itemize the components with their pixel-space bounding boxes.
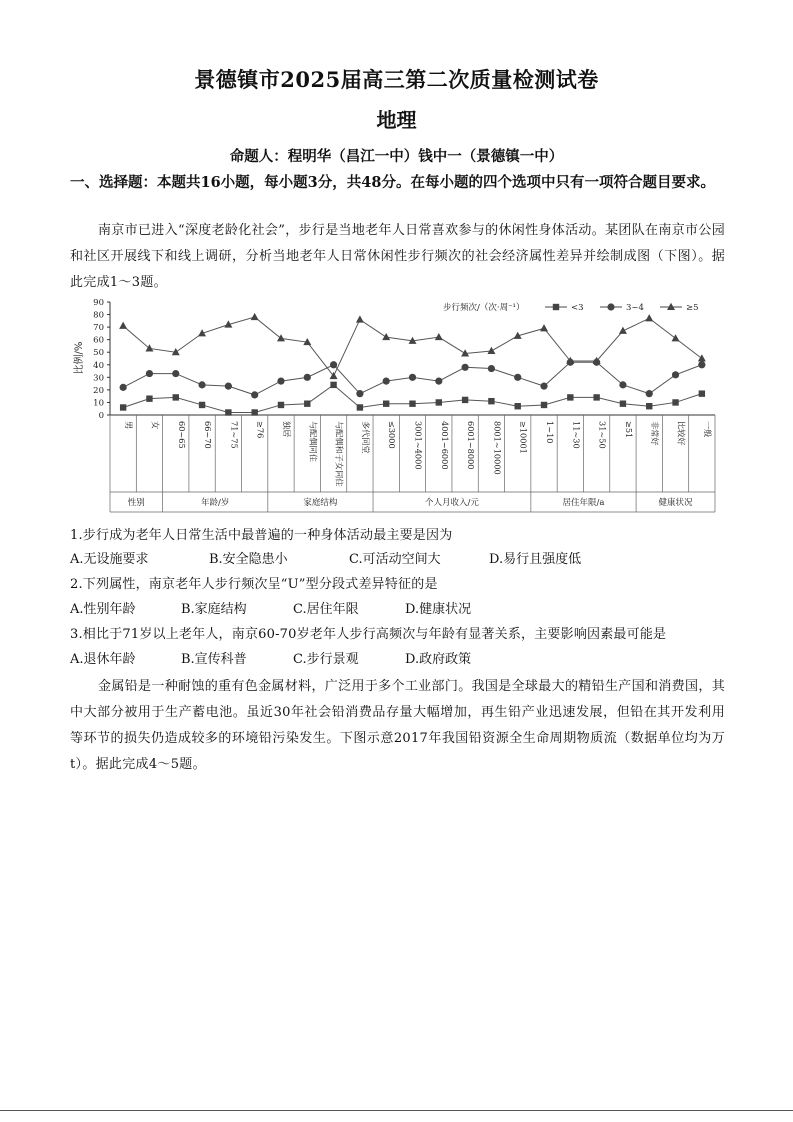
data-point — [619, 381, 626, 388]
y-tick-label: 10 — [93, 398, 104, 409]
x-tick-label: 非常好 — [650, 421, 661, 446]
x-tick-label: ≥51 — [623, 421, 634, 439]
x-tick-label: 66~70 — [203, 421, 214, 449]
x-tick-label: 8001~10000 — [492, 421, 503, 475]
question-2-option-d[interactable]: D.健康状况 — [405, 602, 472, 617]
data-point — [251, 391, 258, 398]
y-tick-label: 60 — [93, 335, 104, 346]
question-1-option-d[interactable]: D.易行且强度低 — [489, 552, 582, 567]
passage-2: 金属铅是一种耐蚀的重有色金属材料，广泛用于多个工业部门。我国是全球最大的精铅生产国和消费国，其中大部分被用于生产蓄电池。虽近30年社会铅消费品存量大幅增加，再生铅产业迅速发展，但铅在其开发利用等环节的损失仍造成较多的环境铅污染发生。下图示意2017年我国铅资源全生命周期物质流（数据单位均为万t）。据此完成4～5题。 — [70, 679, 725, 772]
data-point — [119, 322, 127, 329]
series-line-1 — [123, 385, 702, 413]
legend-marker — [607, 303, 614, 310]
data-point — [120, 404, 126, 410]
data-point — [435, 333, 443, 340]
data-point — [278, 402, 284, 408]
x-tick-label: 女 — [150, 421, 161, 430]
y-tick-label: 30 — [93, 373, 104, 384]
data-point — [146, 370, 153, 377]
question-1-option-b[interactable]: B.安全隐患小 — [209, 552, 288, 567]
y-tick-label: 20 — [93, 385, 104, 396]
x-tick-label: 与配偶和子女同住 — [334, 421, 345, 487]
y-tick-label: 40 — [93, 360, 104, 371]
x-tick-label: 与配偶同住 — [308, 421, 319, 462]
data-point — [304, 374, 311, 381]
data-point — [277, 334, 285, 341]
x-tick-label: 31~50 — [597, 421, 608, 449]
data-point — [567, 394, 573, 400]
group-label: 居住年限/a — [562, 498, 605, 508]
question-3-option-c[interactable]: C.步行景观 — [293, 652, 359, 667]
data-point — [436, 399, 442, 405]
x-tick-label: 比较好 — [676, 421, 687, 446]
question-3-option-b[interactable]: B.宣传科普 — [181, 652, 247, 667]
data-point — [672, 399, 678, 405]
data-point — [540, 383, 547, 390]
data-point — [488, 398, 494, 404]
question-1-options — [70, 550, 750, 570]
y-tick-label: 70 — [93, 323, 104, 334]
data-point — [172, 370, 179, 377]
legend-marker — [553, 304, 559, 310]
data-point — [251, 409, 257, 415]
question-1-option-c[interactable]: C.可活动空间大 — [349, 552, 441, 567]
question-3-stem: 3.相比于71岁以上老年人，南京60-70岁老年人步行高频次与年龄有显著关系，主要影响因素最可能是 — [70, 627, 667, 642]
question-3-options — [70, 650, 750, 670]
y-tick-label: 0 — [98, 411, 104, 421]
x-tick-label: 1~10 — [545, 421, 556, 444]
y-tick-label: 50 — [93, 348, 104, 359]
passage-1: 南京市已进入“深度老龄化社会”，步行是当地老年人日常喜欢参与的休闲性身体活动。某团队在南京市公园和社区开展线下和线上调研，分析当地老年人日常休闲性步行频次的社会经济属性差异并绘制成图（下图）。据此完成1～3题。 — [70, 223, 725, 290]
x-tick-label: 男 — [124, 421, 135, 430]
data-point — [619, 327, 627, 334]
x-tick-label: ≤3000 — [387, 421, 398, 449]
question-2-option-b[interactable]: B.家庭结构 — [181, 602, 247, 617]
data-point — [698, 361, 705, 368]
data-point — [199, 402, 205, 408]
question-1-option-a[interactable]: A.无设施要求 — [70, 552, 149, 567]
data-point — [146, 395, 152, 401]
data-point — [225, 409, 231, 415]
x-tick-label: 多代同堂 — [360, 421, 371, 454]
question-1-stem: 1.步行成为老年人日常生活中最普遍的一种身体活动最主要是因为 — [70, 528, 453, 543]
data-point — [304, 401, 310, 407]
question-2-option-c[interactable]: C.居住年限 — [293, 602, 359, 617]
x-tick-label: 4001~6000 — [439, 421, 450, 470]
x-tick-label: 一般 — [702, 421, 713, 438]
data-point — [382, 333, 390, 340]
data-point — [356, 390, 363, 397]
data-point — [462, 397, 468, 403]
data-point — [383, 401, 389, 407]
y-tick-label: 80 — [93, 310, 104, 321]
group-label: 健康状况 — [658, 498, 693, 508]
group-label: 性别 — [127, 498, 145, 508]
data-point — [541, 402, 547, 408]
x-tick-label: 60~65 — [176, 421, 187, 449]
data-point — [487, 347, 495, 354]
data-point — [514, 374, 521, 381]
group-label: 家庭结构 — [303, 498, 338, 508]
x-tick-label: 3001~4000 — [413, 421, 424, 470]
question-3-option-d[interactable]: D.政府政策 — [405, 652, 472, 667]
data-point — [383, 378, 390, 385]
group-label: 个人月收入/元 — [425, 498, 479, 508]
data-point — [357, 404, 363, 410]
walking-frequency-chart — [70, 296, 720, 518]
question-2-stem: 2.下列属性，南京老年人步行频次呈“U”型分段式差异特征的是 — [70, 577, 438, 592]
legend-marker — [667, 303, 675, 310]
chart-x-labels — [124, 421, 713, 487]
data-point — [120, 384, 127, 391]
series-line-3 — [123, 317, 702, 376]
data-point — [672, 371, 679, 378]
chart-legend — [443, 302, 699, 313]
legend-label: <3 — [571, 303, 584, 313]
data-point — [251, 313, 259, 320]
data-point — [409, 374, 416, 381]
data-point — [488, 365, 495, 372]
legend-label: ≥5 — [686, 303, 699, 313]
question-3-option-a[interactable]: A.退休年龄 — [70, 652, 136, 667]
data-point — [540, 324, 548, 331]
y-axis-label: 比例/% — [74, 341, 85, 375]
x-tick-label: 11~30 — [571, 421, 582, 449]
data-point — [225, 383, 232, 390]
data-point — [198, 381, 205, 388]
authors-line: 命题人：程明华（昌江一中）钱中一（景德镇一中） — [229, 148, 564, 165]
x-tick-label: 6001~8000 — [466, 421, 477, 470]
chart-plot — [119, 313, 706, 416]
group-label: 年龄/岁 — [201, 498, 230, 508]
data-point — [699, 390, 705, 396]
section-heading: 一、选择题：本题共16小题，每小题3分，共48分。在每小题的四个选项中只有一项符合题目要求。 — [70, 174, 715, 191]
x-tick-label: ≥10001 — [518, 421, 529, 454]
data-point — [277, 378, 284, 385]
data-point — [646, 403, 652, 409]
x-tick-label: ≥76 — [255, 421, 266, 439]
footer-divider — [0, 1110, 793, 1111]
data-point — [330, 382, 336, 388]
data-point — [409, 401, 415, 407]
data-point — [145, 344, 153, 351]
data-point — [620, 401, 626, 407]
data-point — [330, 361, 337, 368]
data-point — [646, 390, 653, 397]
y-tick-label: 90 — [93, 298, 104, 308]
legend-label: 3~4 — [626, 303, 644, 313]
data-point — [173, 394, 179, 400]
legend-title: 步行频次/（次·周⁻¹） — [443, 303, 525, 313]
question-2-option-a[interactable]: A.性别年龄 — [70, 602, 136, 617]
data-point — [593, 394, 599, 400]
data-point — [435, 378, 442, 385]
data-point — [356, 315, 364, 322]
x-tick-label: 独居 — [281, 421, 292, 438]
subject-title: 地理 — [376, 108, 417, 132]
question-2-options — [70, 600, 750, 620]
data-point — [515, 403, 521, 409]
exam-title: 景德镇市2025届高三第二次质量检测试卷 — [194, 67, 599, 92]
data-point — [698, 354, 706, 361]
data-point — [462, 364, 469, 371]
x-tick-label: 71~75 — [229, 421, 240, 449]
data-point — [672, 334, 680, 341]
data-point — [645, 314, 653, 321]
